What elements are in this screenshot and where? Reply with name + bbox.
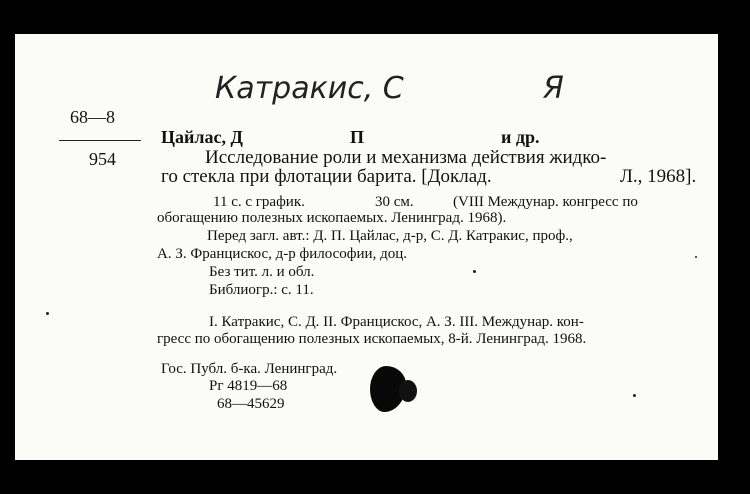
author-initial: П	[350, 127, 365, 147]
catalog-card	[15, 34, 718, 460]
library-name: Гос. Публ. б-ка. Ленинград.	[161, 361, 338, 377]
ink-speck	[633, 394, 636, 397]
tracings-line-1: I. Катракис, С. Д. II. Францискос, А. З. III. Междунар. кон-	[209, 314, 584, 330]
collation-series: (VIII Междунар. конгресс по	[453, 194, 638, 210]
note-no-title: Без тит. л. и обл.	[209, 264, 315, 280]
author-et-al: и др.	[501, 127, 540, 147]
class-number: 68—8	[70, 107, 115, 127]
ink-blot-small	[399, 380, 417, 402]
author-surname: Цайлас, Д	[161, 127, 243, 147]
shelf-code-2: 68—45629	[217, 396, 285, 412]
ink-speck	[695, 256, 697, 258]
tracings-line-2: гресс по обогащению полезных ископаемых, 8-й. Ленинград. 1968.	[157, 331, 587, 347]
note-authors: Перед загл. авт.: Д. П. Цайлас, д-р, С. Д. Катракис, проф.,	[207, 228, 573, 244]
index-number: 954	[89, 149, 116, 169]
title-line-3: Л., 1968].	[620, 166, 697, 187]
collation-size: 30 см.	[375, 194, 414, 210]
collation-pages: 11 с. с график.	[213, 194, 305, 210]
collation-series-cont: обогащению полезных ископаемых. Ленинград. 1968).	[157, 210, 507, 226]
class-rule	[59, 140, 141, 141]
ink-speck	[473, 270, 476, 273]
title-line-1: Исследование роли и механизма действия жидко-	[205, 147, 607, 168]
handwritten-name: Катракис, С	[215, 71, 404, 106]
handwritten-mark: Я	[543, 71, 564, 106]
ink-speck	[46, 312, 49, 315]
shelf-code-1: Рг 4819—68	[209, 378, 288, 394]
note-authors-cont: А. З. Францискос, д-р философии, доц.	[157, 246, 407, 262]
title-line-2: го стекла при флотации барита. [Доклад.	[161, 166, 492, 187]
note-bibliography: Библиогр.: с. 11.	[209, 282, 314, 298]
